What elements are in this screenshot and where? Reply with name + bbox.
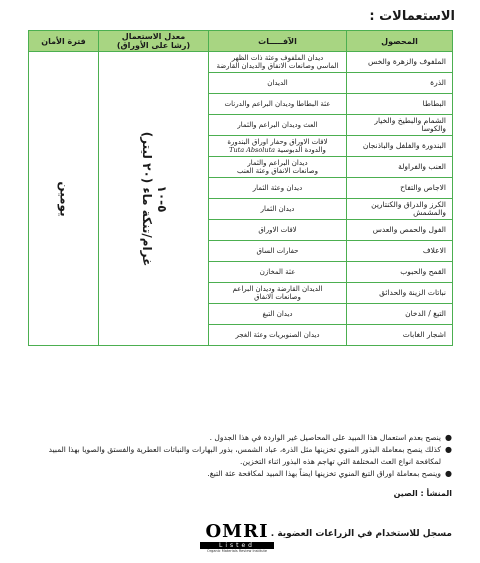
bullet-icon: ● — [445, 445, 452, 454]
table-body — [29, 52, 453, 346]
safety-period-text: يومين — [57, 180, 71, 217]
note-item — [28, 432, 452, 444]
crop-cell: نباتات الزينة والحدائق — [347, 283, 453, 304]
rate-text — [139, 131, 169, 266]
header-rate — [99, 31, 209, 52]
pest-cell — [209, 178, 347, 199]
bullet-icon: ● — [445, 469, 452, 478]
pest-cell — [209, 283, 347, 304]
crop-cell: الشمام والبطيخ والخيار والكوسا — [347, 115, 453, 136]
crop-cell: الملفوف والزهرة والخس — [347, 52, 453, 73]
omri-logo-subtitle: Organic Materials Review Institute — [206, 549, 268, 553]
pest-latin-name: Tuta Absoluta — [229, 146, 276, 154]
header-rate-line1: معدل الاستعمال — [121, 32, 186, 41]
uses-title: الاستعمالات : — [369, 9, 455, 24]
pest-cell — [209, 94, 347, 115]
pest-cell — [209, 136, 347, 157]
pest-line — [212, 62, 343, 70]
note-text: ينصح بعدم استعمال هذا المبيد على المحاصيل غير الواردة في هذا الجدول . — [209, 433, 442, 442]
pest-line: ديدان الثمار — [260, 205, 295, 213]
crop-cell: الذرة — [347, 73, 453, 94]
omri-logo-word: OMRI — [205, 521, 269, 542]
crop-cell: التبغ / الدخان — [347, 304, 453, 325]
pest-cell — [209, 115, 347, 136]
table-header-row — [29, 31, 453, 52]
pest-line: الديدان القارضة وديدان البراعم — [232, 285, 323, 293]
pest-line — [212, 293, 343, 301]
pest-line: عثة البطاطا وديدان البراعم والدرنات — [224, 100, 331, 108]
pest-line: ديدان الصنوبريات وعثة الغجر — [235, 331, 320, 339]
pest-line: العث وديدان البراعم والثمار — [237, 121, 318, 129]
crop-cell: الكرز والدراق والكنتارين والمشمش — [347, 199, 453, 220]
rate-range: ٥-١٠ — [154, 185, 169, 212]
bullet-icon: ● — [445, 433, 452, 442]
pest-line: ديدان التبغ — [262, 310, 293, 318]
origin-text: المنشأ : الصين — [393, 489, 452, 498]
organic-registration-text: مسجل للاستخدام في الزراعات العضوية . — [270, 529, 452, 539]
pest-line: ديدان وعثة الثمار — [252, 184, 303, 192]
header-rate-line2: (رشا على الأوراق) — [116, 41, 191, 50]
pest-line — [212, 146, 343, 154]
crop-cell: القمح والحبوب — [347, 262, 453, 283]
pest-line: حفارات الساق — [256, 247, 299, 255]
note-item — [28, 444, 452, 468]
crop-cell: اشجار الغابات — [347, 325, 453, 346]
crop-cell: العنب والفراولة — [347, 157, 453, 178]
pest-line: الديدان — [267, 79, 288, 87]
crop-cell: البطاطا — [347, 94, 453, 115]
pest-line: لافات الاوراق — [258, 226, 297, 234]
pest-cell — [209, 73, 347, 94]
crop-cell: الفول والحمص والعدس — [347, 220, 453, 241]
table-row — [29, 52, 453, 73]
header-pests: الآفـــــات — [209, 31, 347, 52]
header-safety: فترة الأمان — [29, 31, 99, 52]
omri-logo — [200, 523, 274, 553]
pest-line: ديدان الملفوف وعثة ذات الظهر — [231, 54, 324, 62]
rate-cell — [99, 52, 209, 346]
safety-cell — [29, 52, 99, 346]
pest-line-text: والدودة الدبوسية — [277, 146, 326, 154]
note-text: كذلك ينصح بمعاملة البذور المنوي تخزينها مثل الذرة، عباد الشمس، بذور البهارات والنباتات العطرية والفستق والصويا بهذا المبيد لمكافحة انواع العث المختلفة التي تهاجم هذه البذور اثناء التخزين. — [48, 445, 442, 466]
pest-cell — [209, 199, 347, 220]
pest-line: عثة المخازن — [259, 268, 296, 276]
pest-line: ديدان البراعم والثمار — [247, 159, 308, 167]
pest-line: لافات الاوراق وحفار اوراق البندورة — [227, 138, 328, 146]
crop-cell: البندورة والفلفل والباذنجان — [347, 136, 453, 157]
pest-line-text: وصانعات الانفاق وعثة العنب — [236, 167, 319, 175]
pest-cell — [209, 220, 347, 241]
uses-table — [28, 30, 453, 346]
pest-cell — [209, 325, 347, 346]
rate-unit: غرام/تنكة ماء (٢٠ ليتر) — [139, 131, 154, 266]
pest-line — [212, 167, 343, 175]
pest-cell — [209, 241, 347, 262]
pest-line-text: وصانعات الانفاق — [254, 293, 301, 301]
pest-cell — [209, 157, 347, 178]
note-item — [28, 468, 452, 480]
note-text: وينصح بمعاملة اوراق التبغ المنوي تخزينها ايضاً بهذا المبيد لمكافحة عثة التبغ. — [207, 469, 442, 478]
crop-cell: الاجاص والتفاح — [347, 178, 453, 199]
header-crop: المحصول — [347, 31, 453, 52]
pest-cell — [209, 304, 347, 325]
notes-list — [28, 432, 452, 480]
omri-logo-bar: Listed — [200, 542, 274, 549]
pest-line-text: الماسي وصانعات الانفاق والديدان القارضة — [216, 62, 339, 70]
crop-cell: الاعلاف — [347, 241, 453, 262]
pest-cell — [209, 262, 347, 283]
pest-cell — [209, 52, 347, 73]
